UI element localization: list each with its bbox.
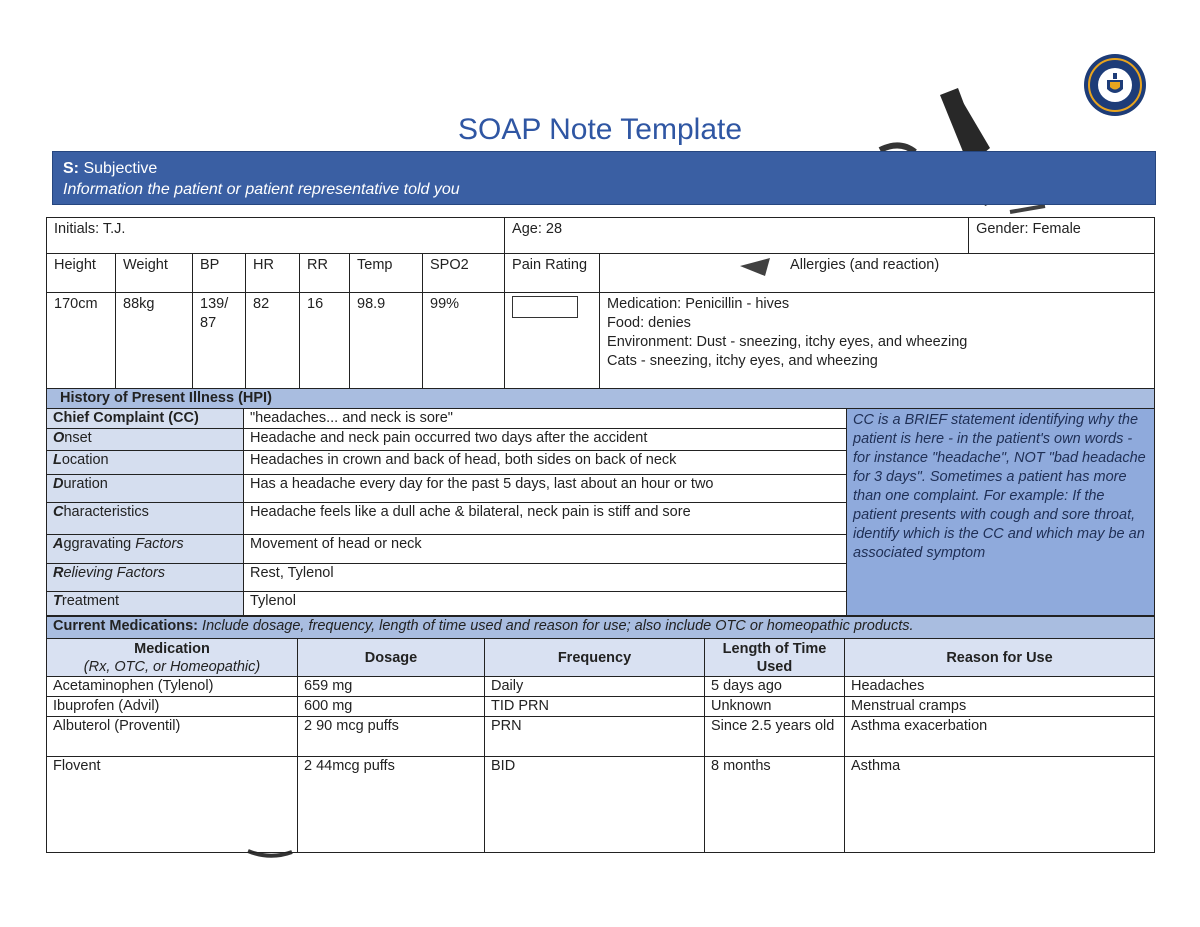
duration-label: [47, 475, 244, 503]
medication-dosage: 2 90 mcg puffs: [298, 717, 485, 757]
aggravating-value: Movement of head or neck: [244, 535, 847, 564]
hr-value: 82: [246, 293, 300, 389]
height-value: 170cm: [47, 293, 116, 389]
relieving-label-italic: elieving Factors: [63, 565, 166, 581]
medication-frequency: TID PRN: [485, 697, 705, 717]
onset-initial: O: [53, 430, 65, 446]
gender-cell: Gender: Female: [969, 218, 1155, 254]
medications-heading-label: Current Medications:: [53, 618, 199, 634]
spo2-value: 99%: [423, 293, 505, 389]
medication-column-title: Medication: [134, 640, 210, 657]
hpi-table: [46, 388, 1155, 616]
aggravating-label-rest: ggravating: [63, 536, 136, 552]
table-row: [47, 677, 1155, 697]
page-title: SOAP Note Template: [457, 113, 743, 146]
table-row: [47, 697, 1155, 717]
vitals-table: [46, 217, 1155, 389]
allergy-food: Food: denies: [607, 315, 691, 331]
location-label-rest: ocation: [61, 452, 109, 468]
characteristics-initial: C: [53, 504, 64, 520]
medication-dosage: 600 mg: [298, 697, 485, 717]
pain-rating-input[interactable]: [512, 296, 578, 318]
medication-dosage: 659 mg: [298, 677, 485, 697]
university-seal-logo: [1083, 53, 1147, 117]
medication-length: 5 days ago: [705, 677, 845, 697]
medication-dosage: 2 44mcg puffs: [298, 757, 485, 853]
relieving-label: [47, 564, 244, 592]
medications-table: [46, 616, 1155, 853]
subjective-description: Information the patient or patient representative told you: [63, 181, 460, 198]
allergies-header: [600, 254, 1155, 293]
aggravating-label-italic: Factors: [135, 536, 184, 552]
bp-value: 139/ 87: [193, 293, 246, 389]
medication-reason: Menstrual cramps: [845, 697, 1155, 717]
medication-reason: Asthma: [845, 757, 1155, 853]
subjective-header: [52, 151, 1156, 205]
weight-header: Weight: [116, 254, 193, 293]
medications-heading: [47, 617, 1155, 639]
aggravating-label: [47, 535, 244, 564]
allergy-environment: Environment: Dust - sneezing, itchy eyes, and wheezing: [607, 334, 968, 350]
length-column-header: Length of Time Used: [705, 639, 845, 677]
allergies-header-label: Allergies (and reaction): [790, 257, 940, 273]
treatment-initial: T: [53, 593, 62, 609]
aggravating-initial: A: [53, 536, 64, 552]
onset-value: Headache and neck pain occurred two days after the accident: [244, 429, 847, 451]
medication-frequency: Daily: [485, 677, 705, 697]
location-initial: L: [53, 452, 62, 468]
dosage-column-header: Dosage: [298, 639, 485, 677]
medication-name: Flovent: [47, 757, 298, 853]
medication-column-subtitle: (Rx, OTC, or Homeopathic): [83, 658, 261, 675]
medication-name: Albuterol (Proventil): [47, 717, 298, 757]
duration-initial: D: [53, 476, 64, 492]
table-row: [47, 757, 1155, 853]
cc-value: "headaches... and neck is sore": [244, 409, 847, 429]
location-label: [47, 451, 244, 475]
medication-frequency: PRN: [485, 717, 705, 757]
allergy-medication: Medication: Penicillin - hives: [607, 296, 790, 312]
pain-rating-cell: [505, 293, 600, 389]
duration-label-rest: uration: [63, 476, 108, 492]
hr-header: HR: [246, 254, 300, 293]
medication-name: Ibuprofen (Advil): [47, 697, 298, 717]
hpi-heading: History of Present Illness (HPI): [47, 389, 1155, 409]
medication-length: 8 months: [705, 757, 845, 853]
reason-column-header: Reason for Use: [845, 639, 1155, 677]
subjective-heading: Subjective: [83, 160, 158, 177]
table-row: [47, 717, 1155, 757]
frequency-column-header: Frequency: [485, 639, 705, 677]
medication-reason: Headaches: [845, 677, 1155, 697]
subjective-letter: S:: [63, 160, 79, 177]
onset-label: [47, 429, 244, 451]
medication-column-header: [47, 639, 298, 677]
temp-value: 98.9: [350, 293, 423, 389]
medication-name: Acetaminophen (Tylenol): [47, 677, 298, 697]
medication-length: Unknown: [705, 697, 845, 717]
relieving-initial: R: [53, 565, 64, 581]
characteristics-label: [47, 503, 244, 535]
medication-frequency: BID: [485, 757, 705, 853]
initials-cell: Initials: T.J.: [47, 218, 505, 254]
rr-value: 16: [300, 293, 350, 389]
age-cell: Age: 28: [505, 218, 969, 254]
onset-label-rest: nset: [64, 430, 92, 446]
cc-label: Chief Complaint (CC): [47, 409, 244, 429]
allergy-cats: Cats - sneezing, itchy eyes, and wheezing: [607, 353, 878, 369]
characteristics-value: Headache feels like a dull ache & bilateral, neck pain is stiff and sore: [244, 503, 847, 535]
cc-note: CC is a BRIEF statement identifying why the patient is here - in the patient's own words - for instance "headache", NOT "bad headache for 3 days". Sometimes a patient has more than one complaint. For example: If the patient presents with cough and sore throat, identify which is the CC and which may be an associated symptom: [847, 409, 1155, 616]
relieving-value: Rest, Tylenol: [244, 564, 847, 592]
temp-header: Temp: [350, 254, 423, 293]
allergies-cell: [600, 293, 1155, 389]
medication-reason: Asthma exacerbation: [845, 717, 1155, 757]
treatment-label-rest: reatment: [61, 593, 120, 609]
bp-header: BP: [193, 254, 246, 293]
duration-value: Has a headache every day for the past 5 days, last about an hour or two: [244, 475, 847, 503]
rr-header: RR: [300, 254, 350, 293]
location-value: Headaches in crown and back of head, both sides on back of neck: [244, 451, 847, 475]
height-header: Height: [47, 254, 116, 293]
treatment-label: [47, 592, 244, 616]
characteristics-label-rest: haracteristics: [63, 504, 149, 520]
medications-heading-instructions: Include dosage, frequency, length of time used and reason for use; also include OTC or homeopathic products.: [202, 618, 914, 634]
pain-rating-header: Pain Rating: [505, 254, 600, 293]
medication-length: Since 2.5 years old: [705, 717, 845, 757]
treatment-value: Tylenol: [244, 592, 847, 616]
spo2-header: SPO2: [423, 254, 505, 293]
weight-value: 88kg: [116, 293, 193, 389]
